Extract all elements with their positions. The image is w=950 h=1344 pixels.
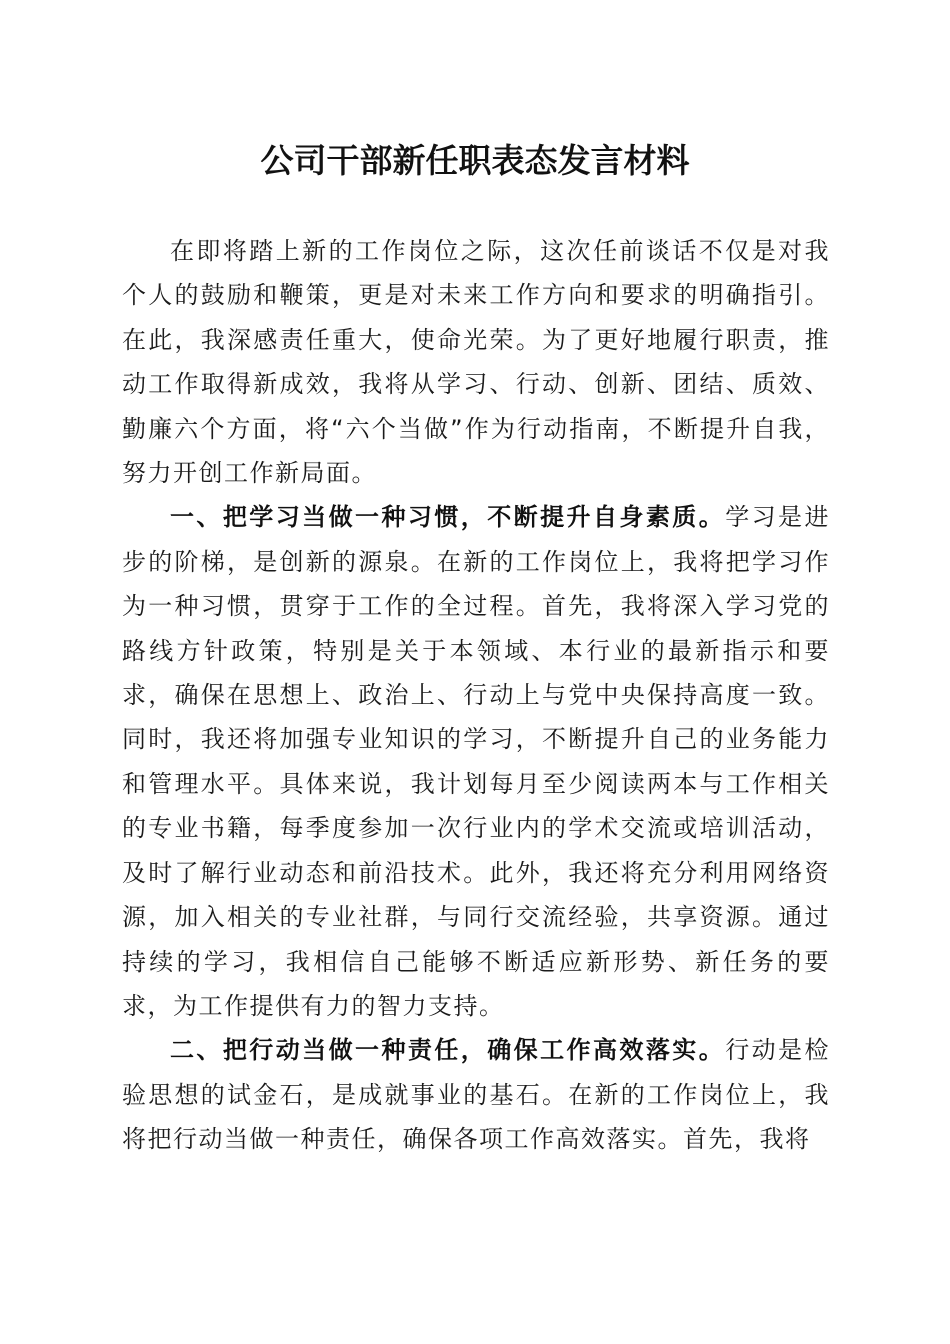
paragraph-intro [122,229,830,495]
paragraph-action-text: 行动是检验思想的试金石，是成就事业的基石。在新的工作岗位上，我将把行动当做一种责任，确保各项工作高效落实。首先，我将 [122,1036,830,1154]
document-body [122,229,830,1162]
document-title: 公司干部新任职表态发言材料 [260,141,690,180]
paragraph-learning-text: 学习是进步的阶梯，是创新的源泉。在新的工作岗位上，我将把学习作为一种习惯，贯穿于工作的全过程。首先，我将深入学习党的路线方针政策，特别是关于本领域、本行业的最新指示和要求，确保在思想上、政治上、行动上与党中央保持高度一致。同时，我还将加强专业知识的学习，不断提升自己的业务能力和管理水平。具体来说，我计划每月至少阅读两本与工作相关的专业书籍，每季度参加一次行业内的学术交流或培训活动，及时了解行业动态和前沿技术。此外，我还将充分利用网络资源，加入相关的专业社群，与同行交流经验，共享资源。通过持续的学习，我相信自己能够不断适应新形势、新任务的要求，为工作提供有力的智力支持。 [122,503,830,1020]
section-heading-learning: 一、把学习当做一种习惯，不断提升自身素质。 [170,503,726,532]
paragraph-intro-text: 在即将踏上新的工作岗位之际，这次任前谈话不仅是对我个人的鼓励和鞭策，更是对未来工作方向和要求的明确指引。在此，我深感责任重大，使命光荣。为了更好地履行职责，推动工作取得新成效，我将从学习、行动、创新、团结、质效、勤廉六个方面，将“六个当做”作为行动指南，不断提升自我，努力开创工作新局面。 [122,237,830,488]
paragraph-action [122,1028,830,1161]
paragraph-learning [122,495,830,1028]
section-heading-action: 二、把行动当做一种责任，确保工作高效落实。 [170,1036,726,1065]
